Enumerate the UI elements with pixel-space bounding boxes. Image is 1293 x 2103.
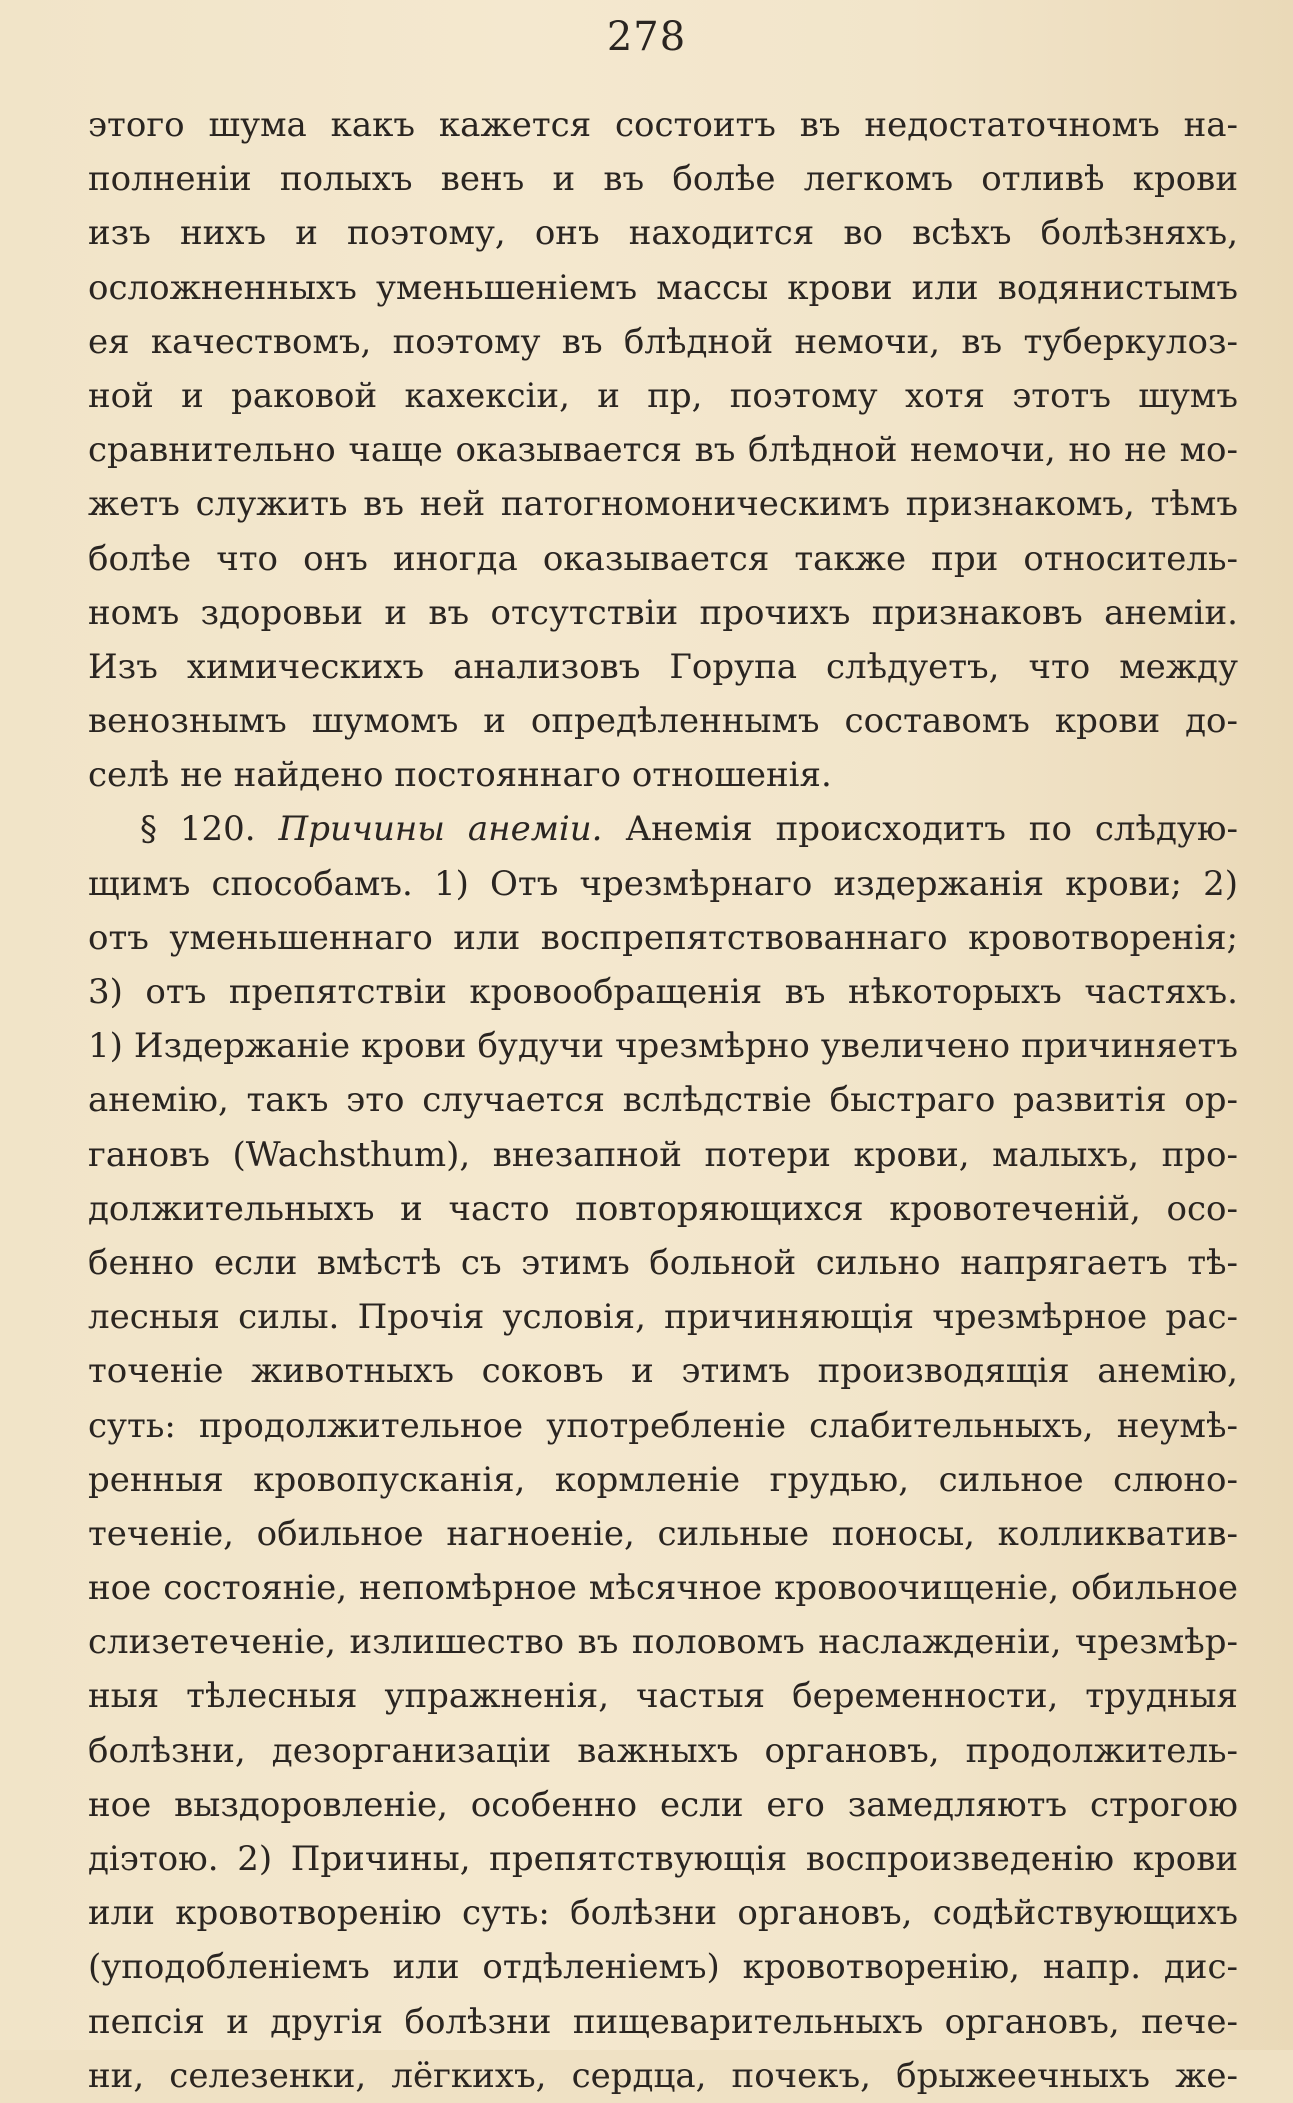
text-line: пепсія и другія болѣзни пищеварительныхъ органовъ, пече- <box>88 2001 1238 2042</box>
section-heading-line <box>88 802 1238 856</box>
text-line: (уподобленіемъ или отдѣленіемъ) кровотворенію, напр. дис- <box>88 1947 1238 1988</box>
text-line: щимъ способамъ. 1) Отъ чрезмѣрнаго издержанія крови; 2) <box>88 863 1238 904</box>
text-line: слизетеченіе, излишество въ половомъ наслажденіи, чрезмѣр- <box>88 1622 1238 1663</box>
text-line: болѣзни, дезорганизаціи важныхъ органовъ, продолжитель- <box>88 1730 1238 1771</box>
text-line: ное выздоровленіе, особенно если его замедляютъ строгою <box>88 1784 1238 1825</box>
section-number: § 120. <box>140 809 256 850</box>
text-line: осложненныхъ уменьшеніемъ массы крови или водянистымъ <box>88 267 1238 308</box>
text-line: жетъ служить въ ней патогномоническимъ признакомъ, тѣмъ <box>88 484 1238 525</box>
text-line: ренныя кровопусканія, кормленіе грудью, сильное слюно- <box>88 1459 1238 1500</box>
text-line: ни, селезенки, лёгкихъ, сердца, почекъ, брыжеечныхъ же- <box>88 2055 1238 2096</box>
text-line: этого шума какъ кажется состоитъ въ недостаточномъ на- <box>88 105 1238 145</box>
text-line: ное состояніе, непомѣрное мѣсячное кровоочищеніе, обильное <box>88 1568 1238 1609</box>
text-line: анемію, такъ это случается вслѣдствіе быстраго развитія ор- <box>88 1080 1238 1121</box>
text-line: ея качествомъ, поэтому въ блѣдной немочи, въ туберкулоз- <box>88 321 1238 362</box>
text-line: отъ уменьшеннаго или воспрепятствованнаго кровотворенія; <box>88 917 1238 958</box>
body-text <box>88 98 1238 2103</box>
section-title: Причины анеміи. <box>278 809 603 850</box>
text-line: бенно если вмѣстѣ съ этимъ больной сильно напрягаетъ тѣ- <box>88 1242 1238 1283</box>
text-line: Изъ химическихъ анализовъ Горупа слѣдуетъ, что между <box>88 646 1238 687</box>
text-line: сравнительно чаще оказывается въ блѣдной немочи, но не мо- <box>88 430 1238 471</box>
text-line: точеніе животныхъ соковъ и этимъ производящія анемію, <box>88 1351 1238 1392</box>
text-line: или кровотворенію суть: болѣзни органовъ, содѣйствующихъ <box>88 1893 1238 1934</box>
page-number: 278 <box>606 14 687 60</box>
text-line: номъ здоровьи и въ отсутствіи прочихъ признаковъ анеміи. <box>88 592 1238 633</box>
text-line: должительныхъ и часто повторяющихся кровотеченій, осо- <box>88 1188 1238 1229</box>
text-line: лесныя силы. Прочія условія, причиняющія чрезмѣрное рас- <box>88 1297 1238 1338</box>
text-line: суть: продолжительное употребленіе слабительныхъ, неумѣ- <box>88 1405 1238 1446</box>
text-line: 1) Издержаніе крови будучи чрезмѣрно увеличено причиняетъ <box>88 1026 1238 1067</box>
text-line: болѣе что онъ иногда оказывается также при относитель- <box>88 538 1238 579</box>
text-line: діэтою. 2) Причины, препятствующія воспроизведенію крови <box>88 1839 1238 1879</box>
text-line: теченіе, обильное нагноеніе, сильные поносы, колликватив- <box>88 1513 1238 1554</box>
text-line: ныя тѣлесныя упражненія, частыя беременности, трудныя <box>88 1676 1238 1717</box>
text-line: венознымъ шумомъ и опредѣленнымъ составомъ крови до- <box>88 701 1238 742</box>
text-line: гановъ (Wachsthum), внезапной потери крови, малыхъ, про- <box>88 1134 1238 1175</box>
text-line: селѣ не найдено постояннаго отношенія. <box>88 755 832 796</box>
text-line: изъ нихъ и поэтому, онъ находится во всѣхъ болѣзняхъ, <box>88 213 1238 254</box>
section-first-line: Анемія происходитъ по слѣдую- <box>625 809 1239 850</box>
text-line: ной и раковой кахексіи, и пр, поэтому хотя этотъ шумъ <box>88 375 1238 416</box>
text-line: 3) отъ препятствіи кровообращенія въ нѣкоторыхъ частяхъ. <box>88 972 1238 1012</box>
text-line: полненіи полыхъ венъ и въ болѣе легкомъ отливѣ крови <box>88 159 1238 200</box>
